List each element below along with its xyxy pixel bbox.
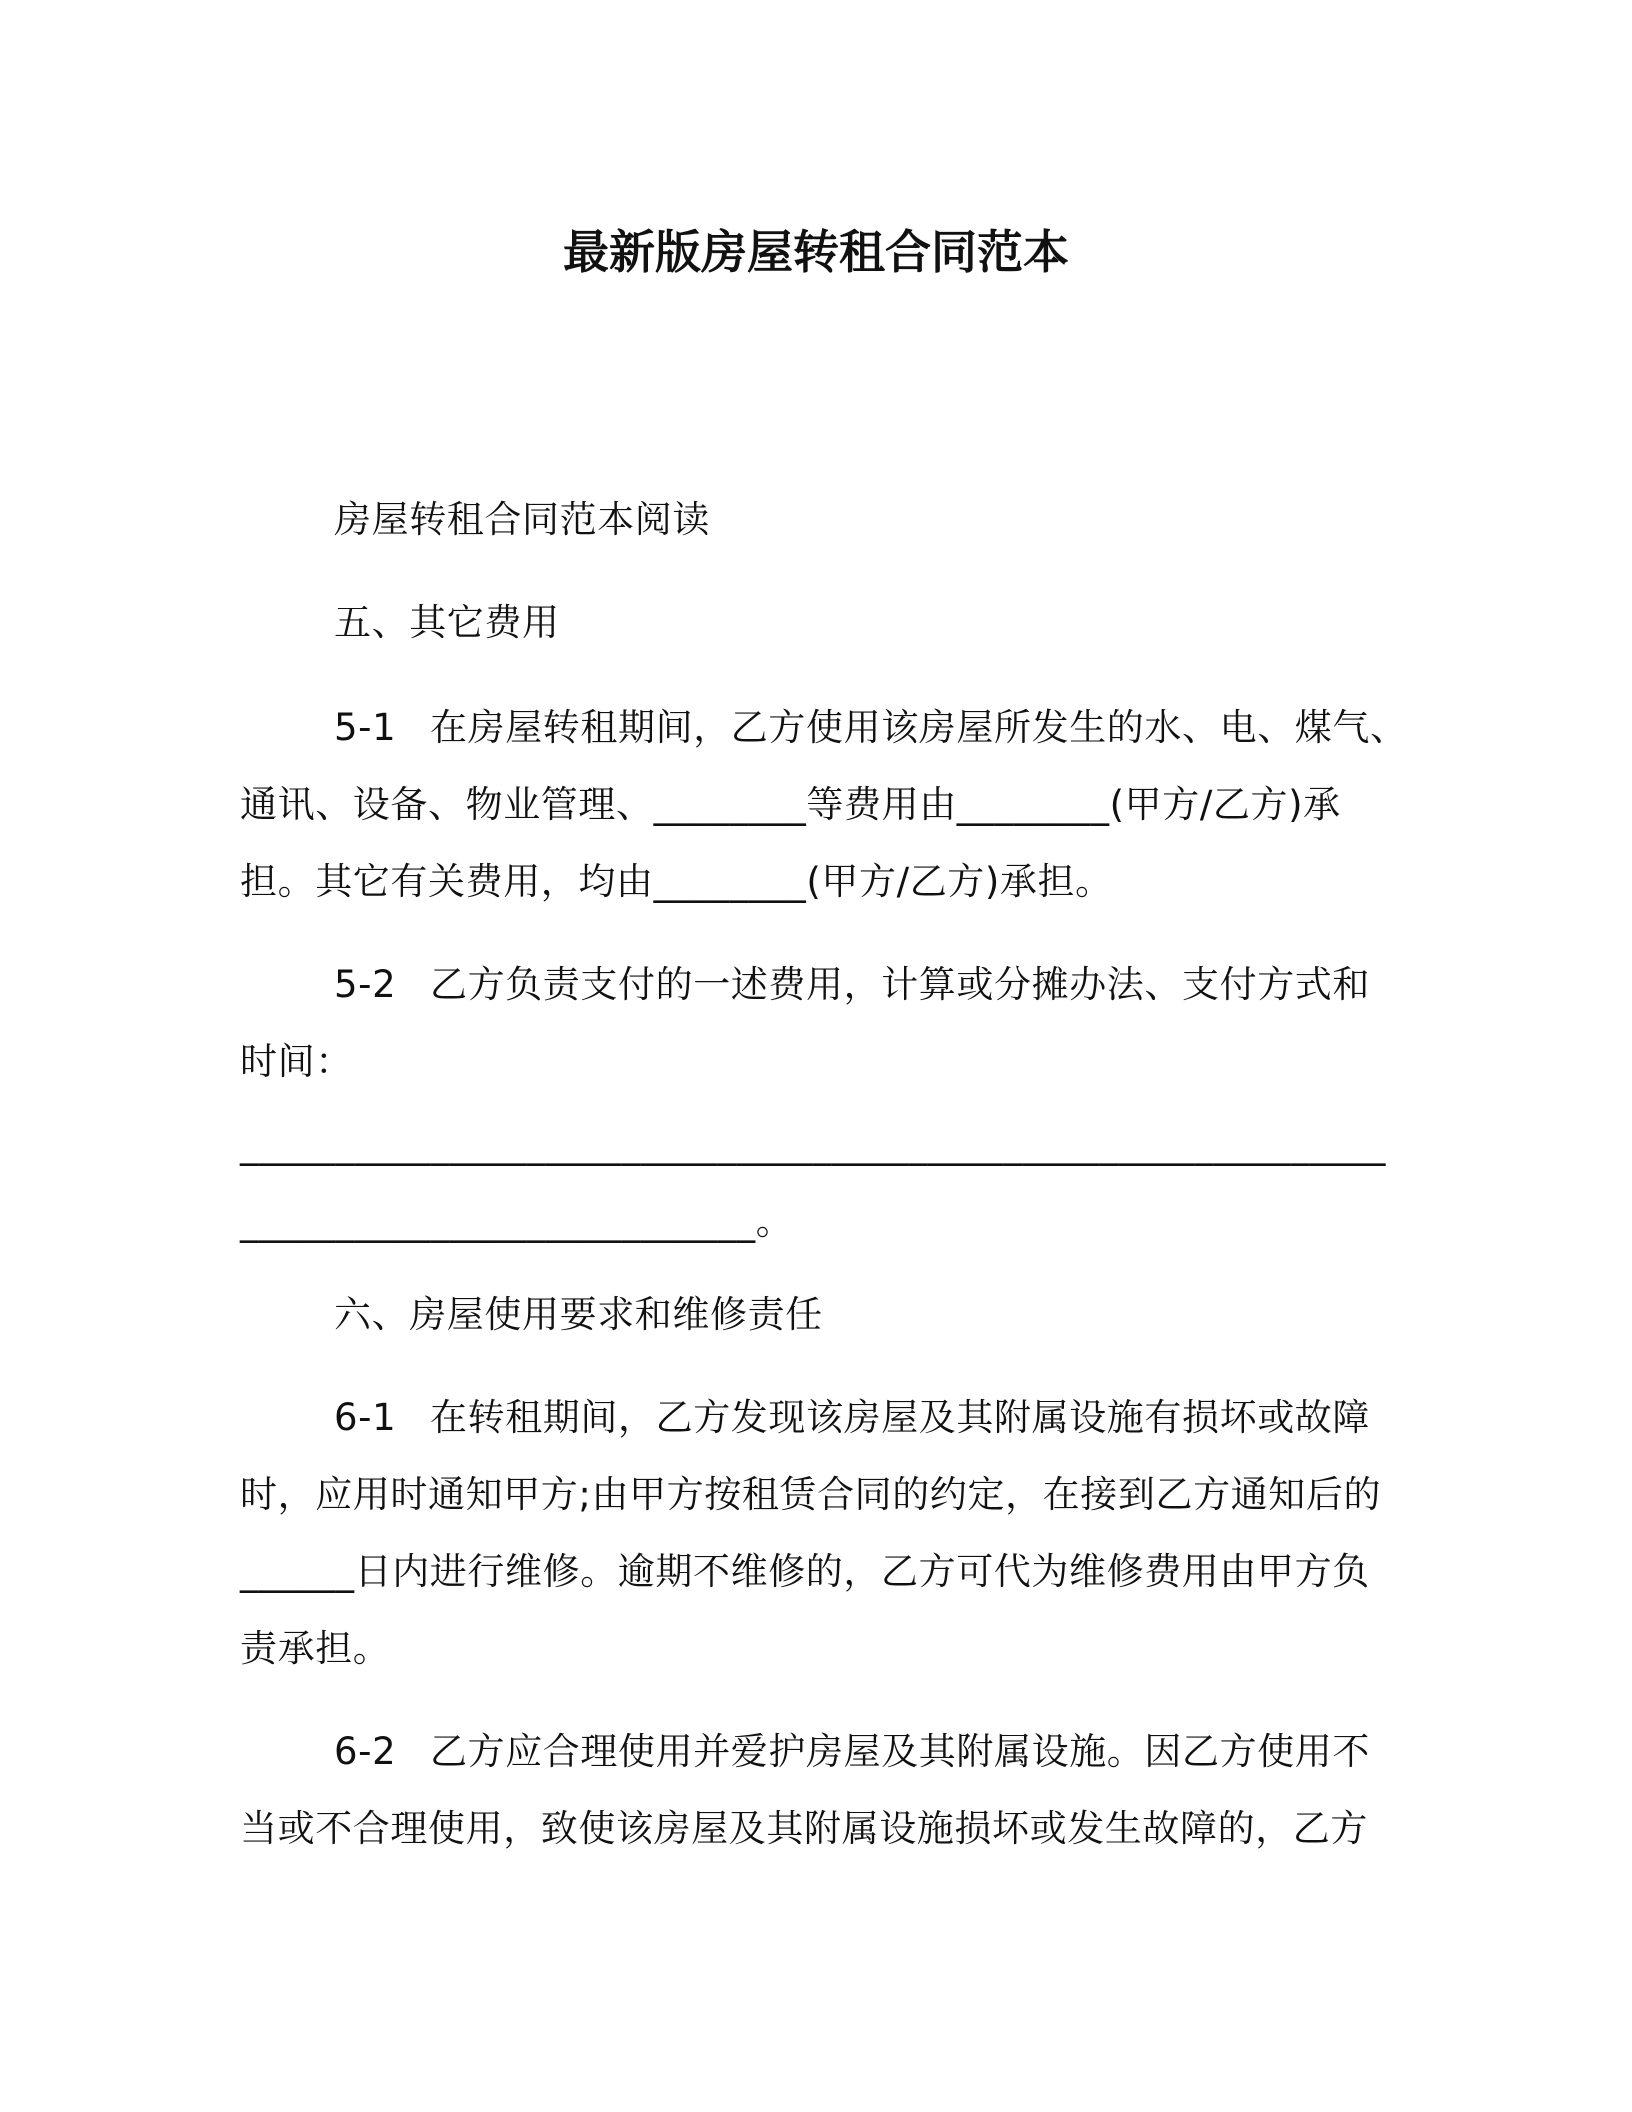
clause-5-1-text: 在房屋转租期间，乙方使用该房屋所发生的水、电、煤气、: [430, 706, 1408, 749]
clause-5-1-line-2: 通讯、设备、物业管理、________等费用由________(甲方/乙方)承: [240, 783, 1341, 826]
clause-6-1-first-line: [334, 1393, 1370, 1443]
clause-6-1-line-4: 责承担。: [240, 1627, 391, 1670]
clause-6-1-number: 6-1: [334, 1396, 397, 1439]
clause-6-2-line-2: 当或不合理使用，致使该房屋及其附属设施损坏或发生故障的，乙方: [240, 1807, 1368, 1850]
clause-5-2-number: 5-2: [334, 963, 397, 1006]
clause-5-2-text: 乙方负责支付的一述费用，计算或分摊办法、支付方式和: [430, 963, 1370, 1006]
clause-6-1-text: 在转租期间，乙方发现该房屋及其附属设施有损坏或故障: [430, 1396, 1370, 1439]
document-title: 最新版房屋转租合同范本: [563, 225, 1069, 279]
clause-5-2-blank-line-2: ___________________________。: [240, 1200, 794, 1243]
clause-6-2-number: 6-2: [334, 1730, 397, 1773]
clause-5-2-line-2: 时间：: [240, 1040, 353, 1083]
clause-5-1-number: 5-1: [334, 706, 397, 749]
clause-5-1-line-3: 担。其它有关费用，均由________(甲方/乙方)承担。: [240, 860, 1113, 903]
document-subtitle: 房屋转租合同范本阅读: [334, 498, 710, 541]
clause-5-2-first-line: [334, 960, 1370, 1010]
clause-6-2-text: 乙方应合理使用并爱护房屋及其附属设施。因乙方使用不: [430, 1730, 1370, 1773]
clause-5-1-first-line: [334, 703, 1408, 753]
clause-6-1-line-3: ______日内进行维修。逾期不维修的，乙方可代为维修费用由甲方负: [240, 1550, 1370, 1593]
clause-6-1-line-2: 时，应用时通知甲方;由甲方按租赁合同的约定，在接到乙方通知后的: [240, 1473, 1382, 1516]
section-5-heading: 五、其它费用: [334, 601, 560, 644]
clause-6-2-first-line: [334, 1727, 1370, 1777]
clause-5-2-blank-line-1: ____________________________________________________________: [240, 1123, 1386, 1166]
section-6-heading: 六、房屋使用要求和维修责任: [334, 1293, 823, 1336]
